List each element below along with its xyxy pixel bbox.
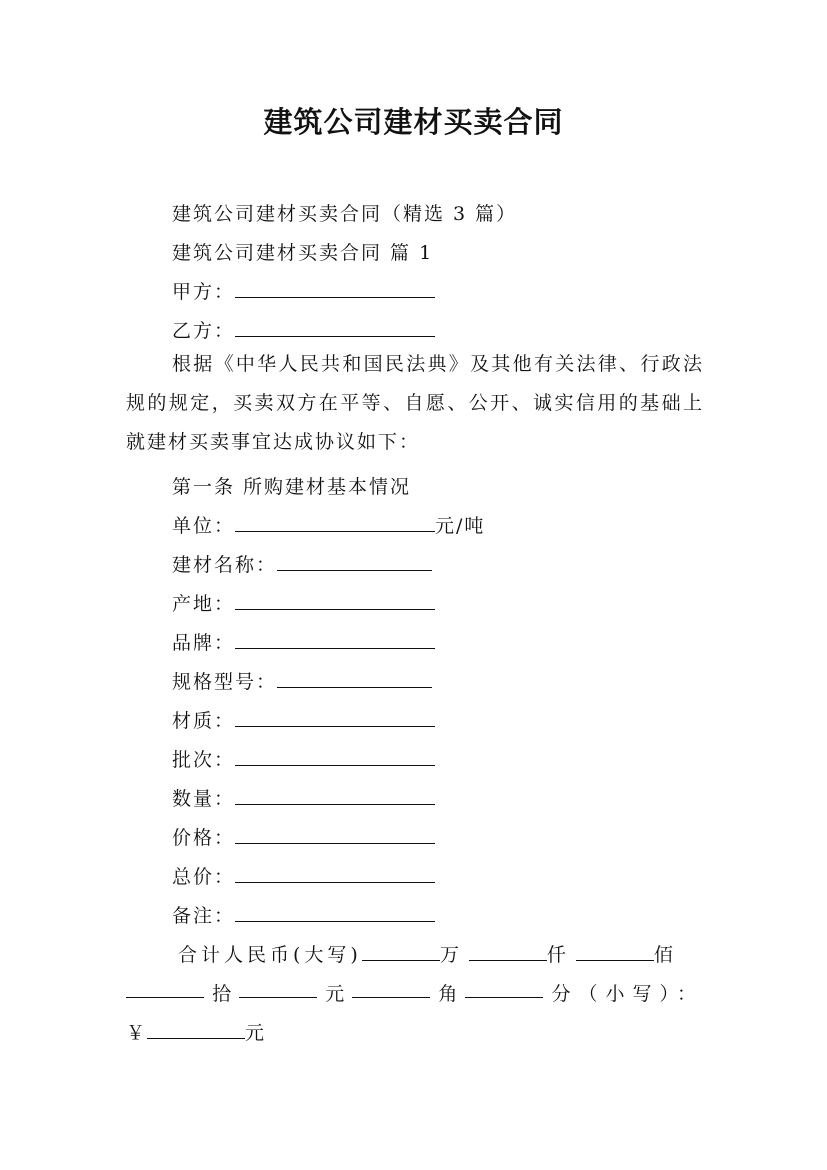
sum-jiao-blank bbox=[352, 979, 430, 998]
sum-yuan: 元 bbox=[325, 983, 345, 1005]
quality-label: 材质： bbox=[172, 710, 236, 732]
sum-fen-blank bbox=[465, 979, 543, 998]
remark-blank bbox=[235, 903, 435, 922]
spec-blank bbox=[277, 669, 432, 688]
quantity-label: 数量： bbox=[172, 788, 236, 810]
unit-suffix: 元/吨 bbox=[435, 515, 486, 537]
sum-bai: 佰 bbox=[653, 944, 677, 966]
brand-blank bbox=[235, 630, 435, 649]
sum-fen: 分（小写）： bbox=[551, 983, 704, 1005]
party-a-blank bbox=[235, 279, 435, 298]
batch-line bbox=[172, 745, 435, 772]
price-line bbox=[172, 823, 435, 850]
spec-label: 规格型号： bbox=[172, 671, 278, 693]
yen-sign: ￥ bbox=[126, 1022, 148, 1044]
price-label: 价格： bbox=[172, 827, 236, 849]
unit-line bbox=[172, 511, 485, 538]
batch-blank bbox=[235, 747, 435, 766]
sum-yuan-blank bbox=[239, 979, 317, 998]
sum-shi-blank bbox=[126, 979, 204, 998]
sum-jiao: 角 bbox=[438, 983, 458, 1005]
party-b-label: 乙方： bbox=[172, 320, 236, 342]
sum-lead: 合计人民币(大写) bbox=[178, 944, 362, 966]
sum-figures-blank bbox=[147, 1020, 245, 1039]
price-blank bbox=[235, 825, 435, 844]
remark-line bbox=[172, 901, 435, 928]
sum-wan: 万 bbox=[439, 944, 463, 966]
remark-label: 备注： bbox=[172, 905, 236, 927]
spec-line bbox=[172, 667, 432, 694]
unit-blank bbox=[235, 513, 435, 532]
material-name-blank bbox=[277, 552, 432, 571]
sum-qian-blank bbox=[469, 942, 547, 961]
quantity-blank bbox=[235, 786, 435, 805]
batch-label: 批次： bbox=[172, 749, 236, 771]
party-a-label: 甲方： bbox=[172, 281, 236, 303]
unit-label: 单位： bbox=[172, 515, 236, 537]
party-b-blank bbox=[235, 318, 435, 337]
sum-line-2 bbox=[126, 979, 704, 1006]
section-heading: 建筑公司建材买卖合同 篇 1 bbox=[172, 242, 434, 264]
party-a-line bbox=[172, 277, 435, 304]
total-line bbox=[172, 862, 435, 889]
document-subtitle: 建筑公司建材买卖合同（精选 3 篇） bbox=[172, 203, 518, 225]
origin-blank bbox=[235, 591, 435, 610]
sum-qian: 仟 bbox=[546, 944, 570, 966]
material-name-label: 建材名称： bbox=[172, 554, 278, 576]
sum-shi: 拾 bbox=[212, 983, 232, 1005]
brand-line bbox=[172, 628, 435, 655]
quantity-line bbox=[172, 784, 435, 811]
total-label: 总价： bbox=[172, 866, 236, 888]
intro-paragraph: 根据《中华人民共和国民法典》及其他有关法律、行政法规的规定，买卖双方在平等、自愿、公开、诚实信用的基础上就建材买卖事宜达成协议如下： bbox=[126, 353, 704, 453]
origin-label: 产地： bbox=[172, 593, 236, 615]
sum-line-1 bbox=[178, 940, 677, 967]
material-name-line bbox=[172, 550, 432, 577]
sum-wan-blank bbox=[362, 942, 440, 961]
sum-line-3 bbox=[126, 1018, 266, 1045]
sum-bai-blank bbox=[576, 942, 654, 961]
quality-line bbox=[172, 706, 435, 733]
total-blank bbox=[235, 864, 435, 883]
party-b-line bbox=[172, 316, 435, 343]
sum-yuan-end: 元 bbox=[245, 1022, 267, 1044]
page-title: 建筑公司建材买卖合同 bbox=[263, 105, 564, 139]
origin-line bbox=[172, 589, 435, 616]
article-1-heading: 第一条 所购建材基本情况 bbox=[172, 476, 412, 498]
brand-label: 品牌： bbox=[172, 632, 236, 654]
quality-blank bbox=[235, 708, 435, 727]
